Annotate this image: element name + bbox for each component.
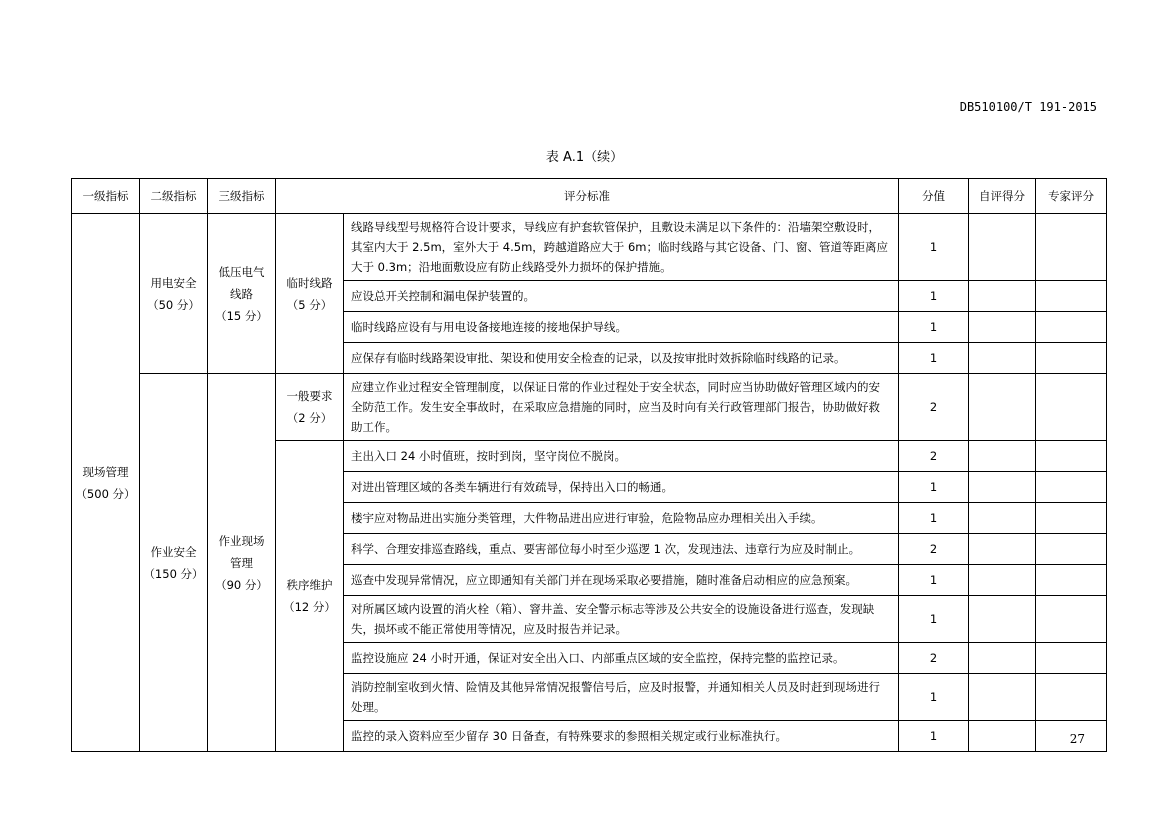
level3-power-name-2: 线路	[230, 286, 253, 301]
level1-cell	[72, 214, 140, 752]
level2-power-name: 用电安全	[150, 275, 197, 290]
table-caption: 表 A.1（续）	[545, 150, 624, 165]
col-self-score: 自评得分	[969, 179, 1036, 214]
score-value: 1	[899, 565, 969, 596]
self-score-cell[interactable]	[969, 596, 1036, 643]
col-expert-score: 专家评分	[1036, 179, 1107, 214]
level4-order-cell	[276, 441, 344, 752]
expert-score-cell[interactable]	[1036, 596, 1107, 643]
expert-score-cell[interactable]	[1036, 565, 1107, 596]
self-score-cell[interactable]	[969, 565, 1036, 596]
criteria-text: 应建立作业过程安全管理制度，以保证日常的作业过程处于安全状态，同时应当协助做好管理区域内的安全防范工作。发生安全事故时，在采取应急措施的同时，应当及时向有关行政管理部门报告，协助做好救助工作。	[344, 374, 899, 441]
score-value: 2	[899, 441, 969, 472]
self-score-cell[interactable]	[969, 721, 1036, 752]
level4-general-name: 一般要求	[286, 389, 333, 403]
score-value: 2	[899, 374, 969, 441]
col-level3: 三级指标	[208, 179, 276, 214]
score-value: 1	[899, 472, 969, 503]
self-score-cell[interactable]	[969, 441, 1036, 472]
self-score-cell[interactable]	[969, 281, 1036, 312]
header-row	[72, 179, 1107, 214]
score-value: 1	[899, 721, 969, 752]
self-score-cell[interactable]	[969, 503, 1036, 534]
criteria-text: 监控设施应 24 小时开通，保证对安全出入口、内部重点区域的安全监控，保持完整的监控记录。	[344, 643, 899, 674]
page-number: 27	[1069, 732, 1085, 746]
level4-order-name: 秩序维护	[286, 578, 333, 592]
expert-score-cell[interactable]	[1036, 674, 1107, 721]
score-value: 1	[899, 674, 969, 721]
level1-name: 现场管理	[82, 464, 129, 479]
level3-power-score: （15 分）	[215, 308, 268, 323]
level4-temp-line-name: 临时线路	[286, 275, 333, 290]
level2-work-name: 作业安全	[150, 544, 197, 559]
criteria-text: 消防控制室收到火情、险情及其他异常情况报警信号后，应及时报警，并通知相关人员及时赶到现场进行处理。	[344, 674, 899, 721]
score-value: 2	[899, 643, 969, 674]
criteria-text: 应设总开关控制和漏电保护装置的。	[344, 281, 899, 312]
score-value: 1	[899, 596, 969, 643]
level3-work-cell	[208, 374, 276, 752]
level2-power-cell	[140, 214, 208, 374]
self-score-cell[interactable]	[969, 643, 1036, 674]
level1-score: （500 分）	[75, 486, 136, 501]
expert-score-cell[interactable]	[1036, 281, 1107, 312]
level3-work-name-1: 作业现场	[218, 533, 265, 548]
level2-power-score: （50 分）	[147, 297, 200, 312]
score-value: 1	[899, 312, 969, 343]
criteria-text: 巡查中发现异常情况，应立即通知有关部门并在现场采取必要措施，随时准备启动相应的应急预案。	[344, 565, 899, 596]
col-score: 分值	[899, 179, 969, 214]
expert-score-cell[interactable]	[1036, 441, 1107, 472]
level4-general-score: （2 分）	[286, 411, 333, 425]
score-value: 2	[899, 534, 969, 565]
level2-work-score: （150 分）	[143, 566, 204, 581]
score-value: 1	[899, 281, 969, 312]
criteria-text: 临时线路应设有与用电设备接地连接的接地保护导线。	[344, 312, 899, 343]
level3-power-cell	[208, 214, 276, 374]
self-score-cell[interactable]	[969, 472, 1036, 503]
self-score-cell[interactable]	[969, 674, 1036, 721]
col-level2: 二级指标	[140, 179, 208, 214]
expert-score-cell[interactable]	[1036, 472, 1107, 503]
table-row	[72, 214, 1107, 281]
expert-score-cell[interactable]	[1036, 643, 1107, 674]
self-score-cell[interactable]	[969, 374, 1036, 441]
expert-score-cell[interactable]	[1036, 312, 1107, 343]
self-score-cell[interactable]	[969, 534, 1036, 565]
level4-order-score: （12 分）	[283, 600, 336, 614]
document-id: DB510100/T 191-2015	[959, 100, 1097, 114]
expert-score-cell[interactable]	[1036, 214, 1107, 281]
criteria-text: 线路导线型号规格符合设计要求，导线应有护套软管保护，且敷设未满足以下条件的：沿墙架空敷设时，其室内大于 2.5m，室外大于 4.5m，跨越道路应大于 6m；临时线路与其它设备、门、窗、管道等距离应大于 0.3m；沿地面敷设应有防止线路受外力损坏的保护措施。	[344, 214, 899, 281]
scoring-table	[71, 178, 1107, 752]
expert-score-cell[interactable]	[1036, 343, 1107, 374]
self-score-cell[interactable]	[969, 312, 1036, 343]
self-score-cell[interactable]	[969, 214, 1036, 281]
level3-work-name-2: 管理	[230, 555, 253, 570]
self-score-cell[interactable]	[969, 343, 1036, 374]
criteria-text: 楼宇应对物品进出实施分类管理，大件物品进出应进行审验，危险物品应办理相关出入手续。	[344, 503, 899, 534]
score-value: 1	[899, 503, 969, 534]
criteria-text: 应保存有临时线路架设审批、架设和使用安全检查的记录，以及按审批时效拆除临时线路的记录。	[344, 343, 899, 374]
criteria-text: 对进出管理区域的各类车辆进行有效疏导，保持出入口的畅通。	[344, 472, 899, 503]
level4-general-cell	[276, 374, 344, 441]
criteria-text: 监控的录入资料应至少留存 30 日备查，有特殊要求的参照相关规定或行业标准执行。	[344, 721, 899, 752]
expert-score-cell[interactable]	[1036, 534, 1107, 565]
col-level1: 一级指标	[72, 179, 140, 214]
criteria-text: 科学、合理安排巡查路线，重点、要害部位每小时至少巡逻 1 次，发现违法、违章行为应及时制止。	[344, 534, 899, 565]
score-value: 1	[899, 214, 969, 281]
level2-work-cell	[140, 374, 208, 752]
criteria-text: 对所属区域内设置的消火栓（箱）、窨井盖、安全警示标志等涉及公共安全的设施设备进行巡查，发现缺失，损坏或不能正常使用等情况，应及时报告并记录。	[344, 596, 899, 643]
expert-score-cell[interactable]	[1036, 503, 1107, 534]
level4-temp-line-cell	[276, 214, 344, 374]
level3-work-score: （90 分）	[215, 577, 268, 592]
col-criteria: 评分标准	[276, 179, 899, 214]
table-row	[72, 374, 1107, 441]
criteria-text: 主出入口 24 小时值班，按时到岗，坚守岗位不脱岗。	[344, 441, 899, 472]
level3-power-name-1: 低压电气	[218, 264, 265, 279]
expert-score-cell[interactable]	[1036, 374, 1107, 441]
level4-temp-line-score: （5 分）	[286, 297, 333, 312]
score-value: 1	[899, 343, 969, 374]
